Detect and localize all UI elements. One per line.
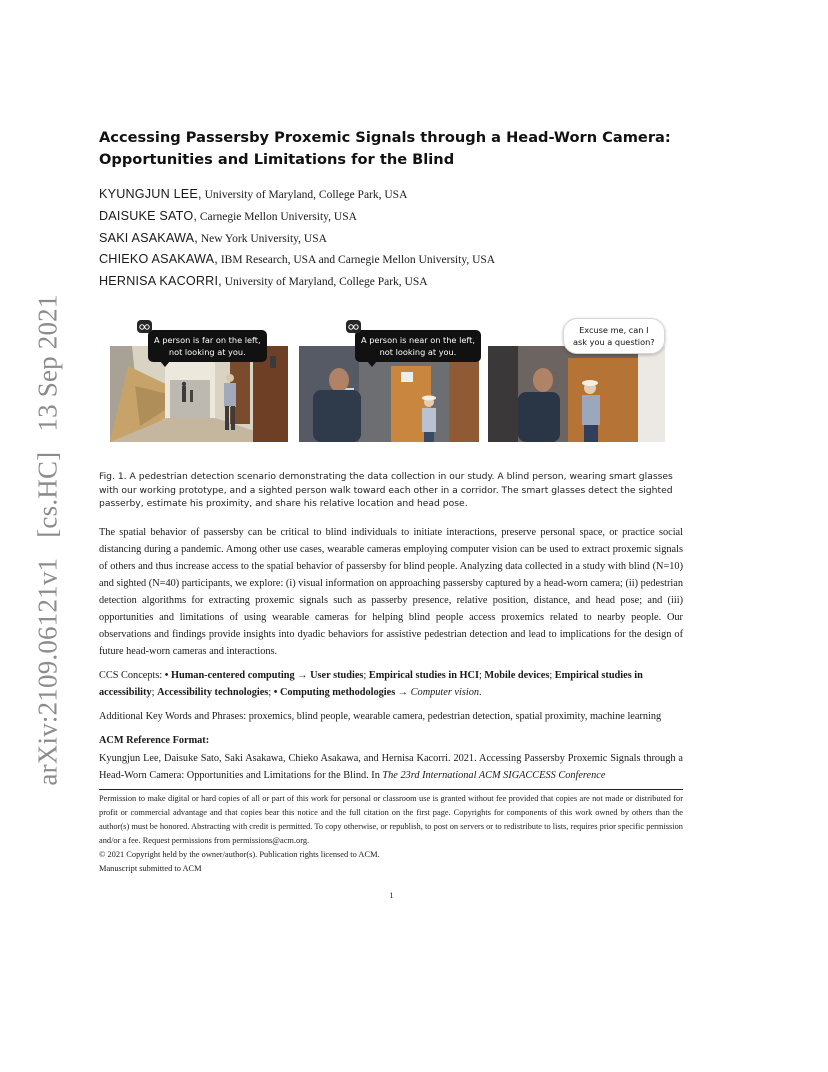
author-name: DAISUKE SATO, (99, 208, 198, 223)
author-name: HERNISA KACORRI, (99, 274, 222, 289)
caption-text: A pedestrian detection scenario demonstrating the data collection in our study. A blind person, wearing smart glasses with our working prototype, and a sighted person walk toward each other in a corridor. The smart glasses detect the sighted passerby, estimate his proximity, and share his relative location and head pose. (99, 471, 673, 509)
ccs-separator: ; (268, 686, 274, 698)
keywords: Additional Key Words and Phrases: proxemics, blind people, wearable camera, pedestrian detection, spatial proximity, machine learning (99, 711, 662, 722)
ccs-lead: CCS Concepts: (99, 670, 165, 681)
ccs-bullet: • (164, 670, 171, 681)
author-entry (99, 228, 699, 250)
ccs-concept: Accessibility technologies (157, 686, 269, 698)
speech-bubble-near (355, 330, 481, 362)
author-entry (99, 249, 699, 271)
ccs-arrow: → (294, 670, 311, 681)
bubble-text-line: not looking at you. (379, 347, 457, 357)
figure-caption (99, 470, 683, 511)
photo-panel-question (488, 346, 665, 442)
arxiv-id: arXiv:2109.06121v1 (32, 557, 63, 786)
arxiv-category: [cs.HC] (32, 451, 63, 538)
author-affiliation: University of Maryland, College Park, USA (201, 189, 408, 201)
author-affiliation: Carnegie Mellon University, USA (197, 210, 357, 223)
ccs-concept: Empirical studies in HCI (368, 670, 479, 681)
ccs-separator: ; (151, 686, 158, 698)
acm-reference-heading: ACM Reference Format: (99, 735, 210, 746)
smart-glasses-icon (137, 320, 152, 333)
copyright-notice: © 2021 Copyright held by the owner/author(s). Publication rights licensed to ACM. (99, 850, 380, 859)
ccs-concepts (99, 668, 683, 701)
page-number: 1 (389, 891, 394, 900)
speech-bubble-question (563, 318, 665, 354)
permission-notice: Permission to make digital or hard copies of all or part of this work for personal or classroom use is granted without fee provided that copies are not made or distributed for profit or commercial advantage and that copies bear this notice and the full citation on the first page. Copyrights for components of this work owned by others than the author(s) must be honored. Abstracting with credit is permitted. To copy otherwise, or republish, to post on servers or to redistribute to lists, requires prior specific permission and/or a fee. Request permissions from permissions@acm.org. (99, 794, 683, 845)
bubble-text-line: Excuse me, can I (579, 325, 649, 335)
acm-reference (99, 751, 683, 784)
ccs-concept: Computer vision (410, 686, 480, 698)
ccs-separator: ; (363, 670, 369, 681)
ccs-concept: User studies (310, 670, 364, 681)
arxiv-stamp (33, 274, 64, 785)
author-entry (99, 271, 699, 293)
speech-bubble-far (148, 330, 267, 362)
ccs-arrow: → (395, 686, 411, 698)
ccs-end: . (479, 686, 482, 698)
paper-title (99, 127, 699, 171)
author-list (99, 184, 699, 293)
author-affiliation: University of Maryland, College Park, USA (221, 276, 428, 289)
caption-label: Fig. 1. (99, 471, 127, 482)
manuscript-note: Manuscript submitted to ACM (99, 864, 202, 873)
ccs-separator: ; (478, 670, 485, 681)
arxiv-date: 13 Sep 2021 (32, 294, 63, 432)
author-affiliation: IBM Research, USA and Carnegie Mellon University, USA (217, 254, 496, 267)
author-name: SAKI ASAKAWA, (99, 230, 198, 245)
ccs-separator: ; (549, 670, 555, 681)
abstract: The spatial behavior of passersby can be critical to blind individuals to initiate interactions, preserve personal space, or practice social distancing during a pandemic. Among other use cases, wearable cameras employing computer vision can be used to extract proxemic signals of others and thus increase access to the spatial behavior of passersby for blind people. Analyzing data collected in a study with blind (N=10) and sighted (N=40) participants, we explore: (i) visual information on approaching passersby captured by a head-worn camera; (ii) pedestrian detection algorithms for extracting proxemic signals such as passerby presence, relative position, distance, and head pose; and (iii) opportunities and limitations of using wearable cameras for helping blind people access proxemics related to nearby people. Our observations and findings provide insights into dyadic behaviors for assistive pedestrian detection and lead to implications for the design of future head-worn cameras and interactions. (99, 527, 683, 657)
title-line-2: Opportunities and Limitations for the Blind (99, 151, 455, 168)
ccs-concept: Human-centered computing (170, 670, 295, 681)
bubble-text-line: A person is far on the left, (154, 335, 261, 345)
author-name: CHIEKO ASAKAWA, (99, 252, 218, 267)
ccs-concept: Empirical studies in accessibility (99, 670, 643, 698)
title-line-1: Accessing Passersby Proxemic Signals through a Head-Worn Camera: (99, 129, 671, 146)
ccs-concept: Computing methodologies (279, 686, 396, 698)
bubble-text-line: not looking at you. (168, 347, 246, 357)
footnote-rule (99, 789, 683, 790)
author-name: KYUNGJUN LEE, (99, 187, 202, 201)
acm-reference-text: Kyungjun Lee, Daisuke Sato, Saki Asakawa, Chieko Asakawa, and Hernisa Kacorri. 2021. Accessing Passersby Proxemic Signals through a Head-Worn Camera: Opportunities and Limitations for the Blind. In (99, 753, 683, 781)
figure-1 (110, 316, 665, 442)
ccs-bullet: • (273, 686, 280, 698)
author-affiliation: New York University, USA (197, 232, 327, 245)
author-entry (99, 184, 699, 206)
author-entry (99, 206, 699, 228)
acm-reference-venue: The 23rd International ACM SIGACCESS Conference (382, 769, 606, 781)
bubble-text-line: A person is near on the left, (361, 335, 475, 345)
ccs-concept: Mobile devices (484, 670, 550, 681)
smart-glasses-icon (346, 320, 361, 333)
bubble-text-line: ask you a question? (573, 337, 655, 347)
